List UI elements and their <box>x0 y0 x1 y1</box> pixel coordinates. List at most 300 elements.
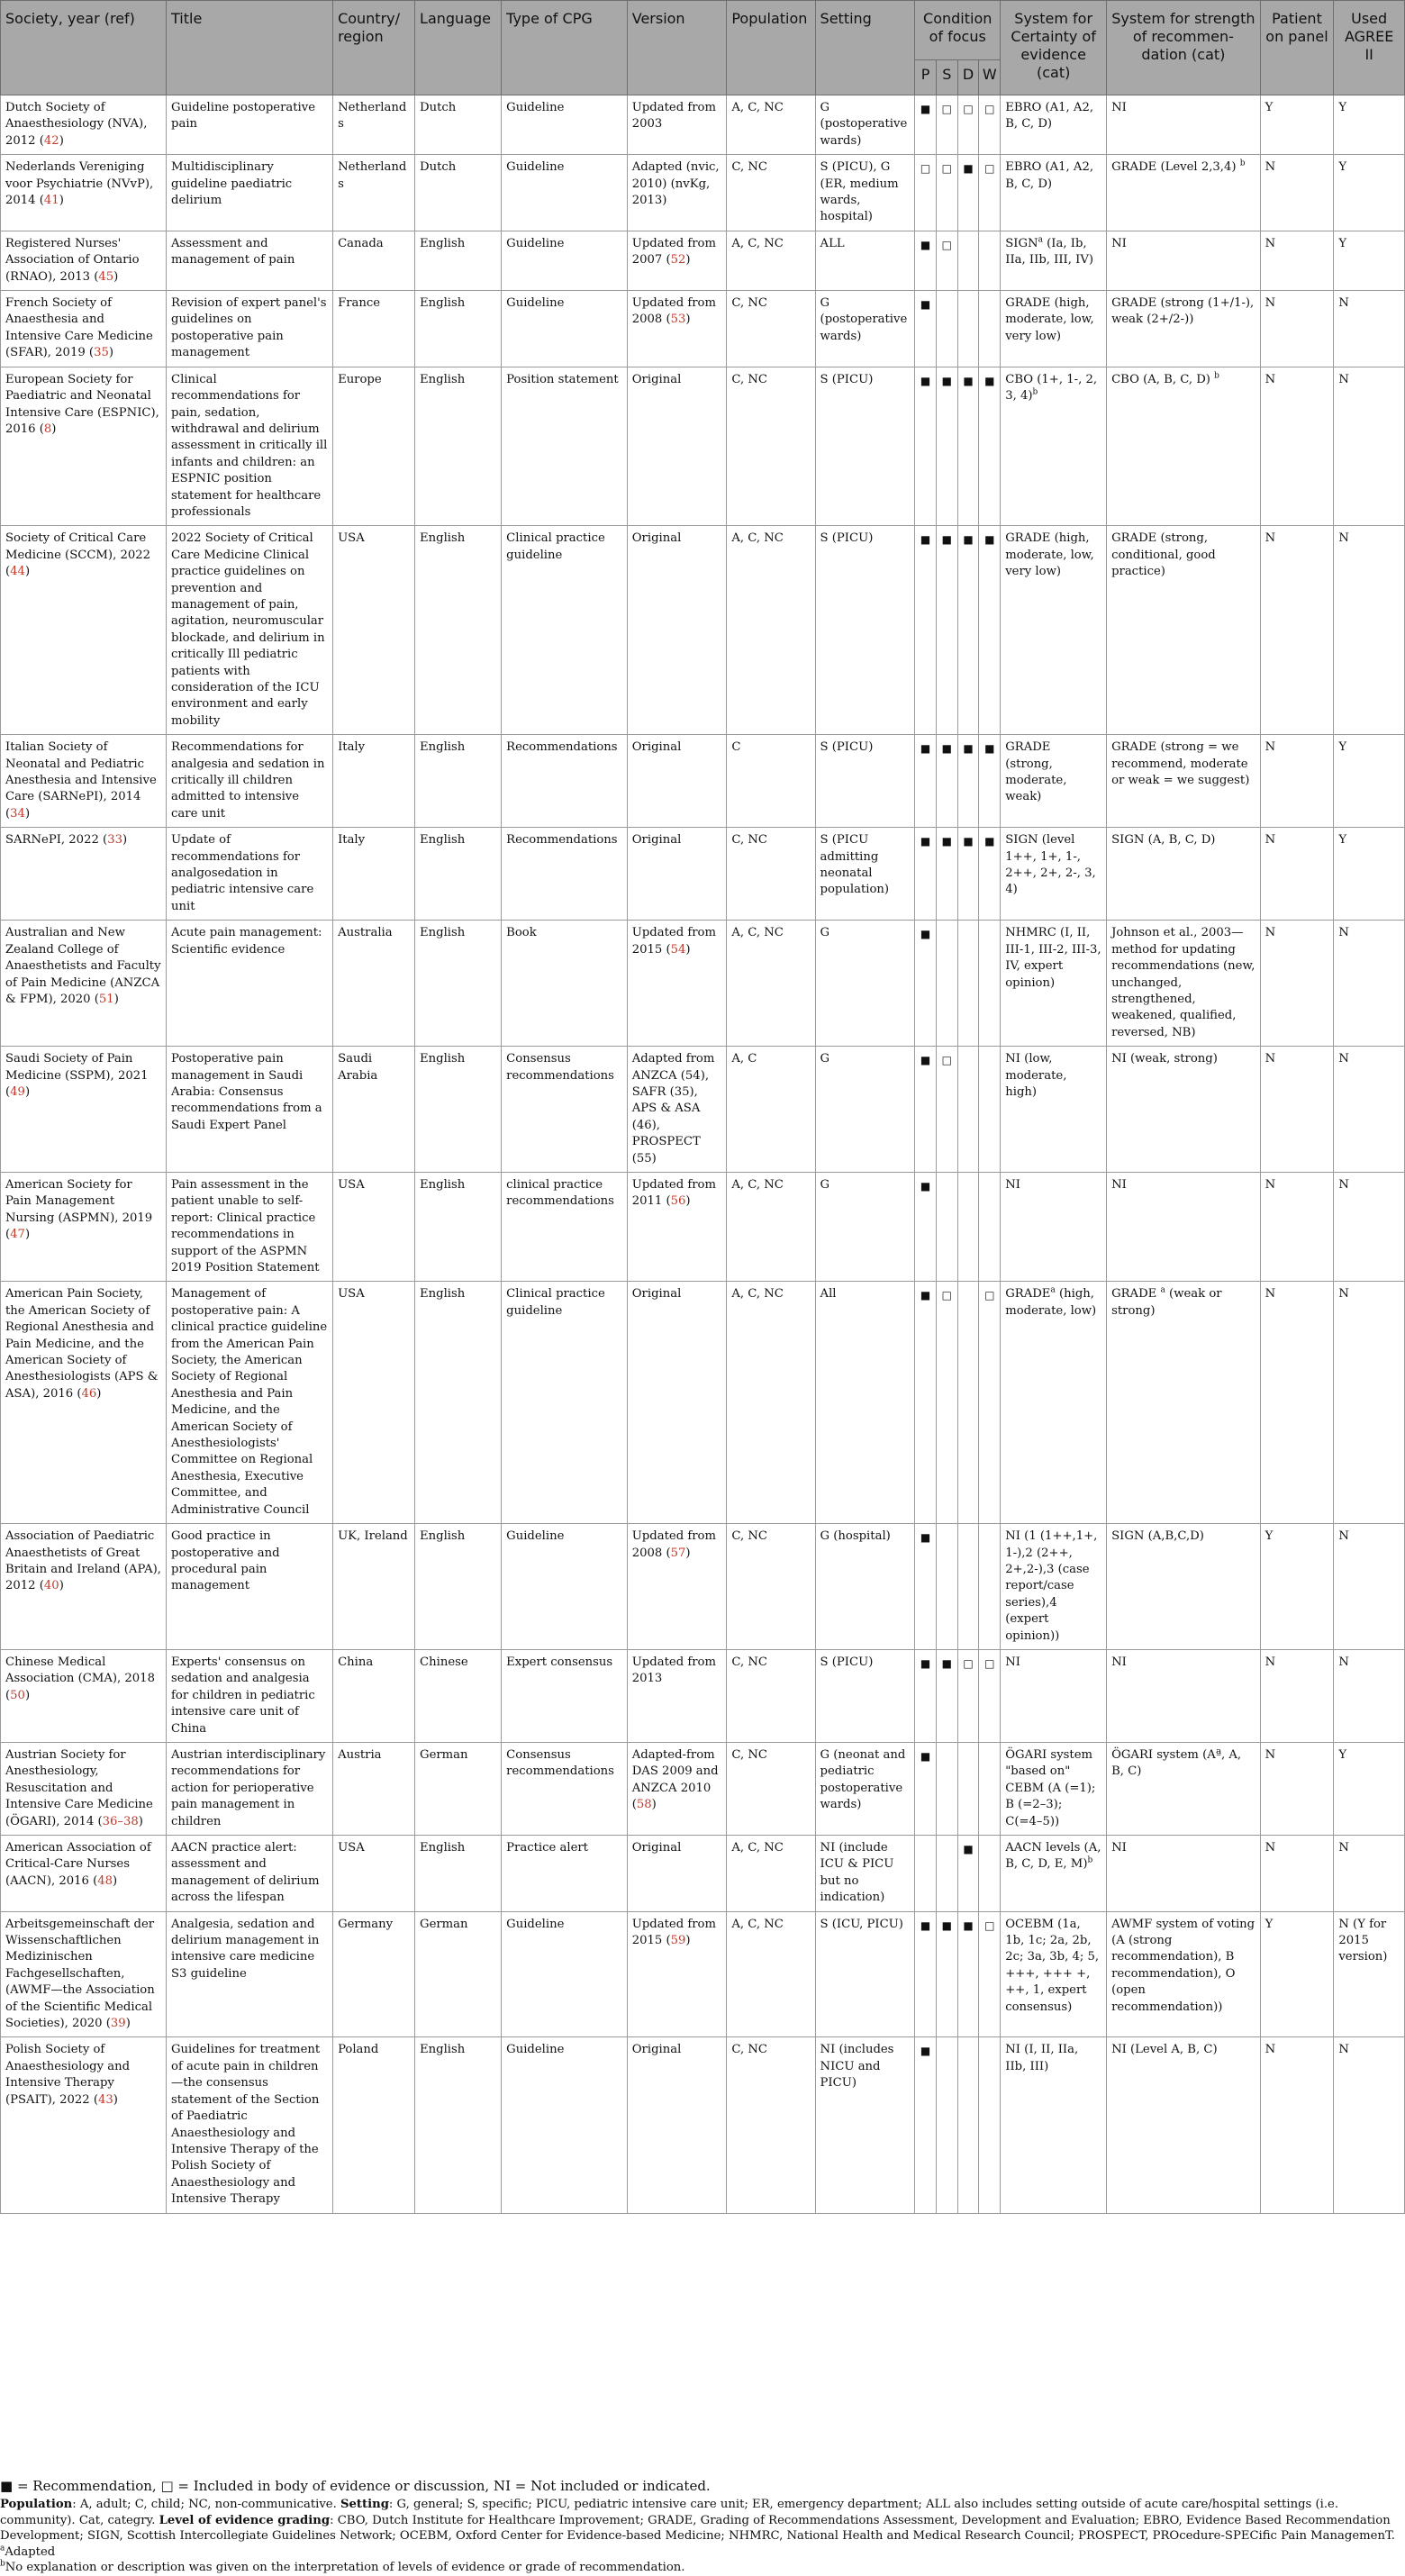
condition-p-mark: ■ <box>915 1911 937 2037</box>
patient-cell: N <box>1260 155 1334 231</box>
language-cell: English <box>415 1836 502 1912</box>
condition-s-mark: ■ <box>936 735 957 828</box>
condition-s-mark: ■ <box>936 367 957 526</box>
country-cell: Poland <box>333 2037 415 2213</box>
population-cell: C <box>727 735 815 828</box>
type-cell: Guideline <box>502 1524 628 1650</box>
country-cell: Netherlands <box>333 95 415 155</box>
type-cell: Position statement <box>502 367 628 526</box>
condition-s-mark: □ <box>936 155 957 231</box>
society-cell: Dutch Society of Anaesthesiology (NVA), 2012 (42) <box>1 95 167 155</box>
language-cell: English <box>415 1282 502 1524</box>
table-row <box>1 1047 1405 1173</box>
condition-p-mark: ■ <box>915 231 937 290</box>
condition-s-mark: □ <box>936 1047 957 1173</box>
title-cell: Good practice in postoperative and procedural pain management <box>167 1524 333 1650</box>
condition-p-mark: ■ <box>915 735 937 828</box>
society-cell: Chinese Medical Association (CMA), 2018 (50) <box>1 1649 167 1742</box>
language-cell: English <box>415 2037 502 2213</box>
society-cell: SARNePI, 2022 (33) <box>1 828 167 921</box>
setting-cell: S (PICU), G (ER, medium wards, hospital) <box>815 155 915 231</box>
country-cell: UK, Ireland <box>333 1524 415 1650</box>
certainty-cell: GRADE (strong, moderate, weak) <box>1001 735 1107 828</box>
certainty-cell: EBRO (A1, A2, B, C, D) <box>1001 95 1107 155</box>
condition-p-mark <box>915 1836 937 1912</box>
population-cell: A, C, NC <box>727 1282 815 1524</box>
country-cell: USA <box>333 1282 415 1524</box>
agree-cell: N <box>1334 1172 1405 1281</box>
condition-s-mark: □ <box>936 95 957 155</box>
agree-cell: N <box>1334 1649 1405 1742</box>
country-cell: Germany <box>333 1911 415 2037</box>
version-cell: Original <box>627 367 727 526</box>
table-row <box>1 2037 1405 2213</box>
footnote-b: $^b$No explanation or description was given on the interpretation of levels of evidence or grade of recommendation. <box>0 2559 685 2574</box>
agree-cell: N <box>1334 526 1405 735</box>
strength-cell: NI <box>1107 1836 1261 1912</box>
header-society: Society, year (ref) <box>1 1 167 95</box>
population-cell: A, C, NC <box>727 1836 815 1912</box>
population-cell: C, NC <box>727 2037 815 2213</box>
agree-cell: Y <box>1334 1742 1405 1835</box>
table-body <box>1 95 1405 2214</box>
language-cell: English <box>415 828 502 921</box>
population-cell: C, NC <box>727 1649 815 1742</box>
title-cell: Guideline postoperative pain <box>167 95 333 155</box>
title-cell: Clinical recommendations for pain, sedation, withdrawal and delirium assessment in critically ill infants and children: an ESPNIC position statement for healthcare professionals <box>167 367 333 526</box>
condition-s-mark <box>936 2037 957 2213</box>
condition-p-mark: ■ <box>915 526 937 735</box>
population-cell: A, C, NC <box>727 231 815 290</box>
header-strength: System for strength of recommen- dation (cat) <box>1107 1 1261 95</box>
agree-cell: Y <box>1334 231 1405 290</box>
condition-w-mark <box>979 1742 1001 1835</box>
condition-d-mark <box>957 921 979 1047</box>
header-version: Version <box>627 1 727 95</box>
setting-cell: S (PICU) <box>815 735 915 828</box>
strength-cell: ÖGARI system (Aª, A, B, C) <box>1107 1742 1261 1835</box>
agree-cell: Y <box>1334 155 1405 231</box>
type-cell: Clinical practice guideline <box>502 1282 628 1524</box>
country-cell: Europe <box>333 367 415 526</box>
strength-cell: NI <box>1107 1172 1261 1281</box>
type-cell: Consensus recommendations <box>502 1047 628 1173</box>
population-note: Population: A, adult; C, child; NC, non-communicative. Setting: G, general; S, specific; PICU, pediatric intensive care unit; ER, emergency department; ALL also includes setting outside of acute care/hospital settings (i.e. community). Cat, categry. Level of evidence grading: CBO, Dutch Institute for Healthcare Improvement; GRADE, Grading of Recommendations Assessment, Development and Evaluation; EBRO, Evidence Based Recommendation Development; SIGN, Scottish Intercollegiate Guidelines Network; OCEBM, Oxford Center for Evidence-based Medicine; NHMRC, National Health and Medical Research Council; PROSPECT, PROcedure-SPECific Pain ManagemenT. <box>0 2498 1395 2543</box>
condition-p-mark: ■ <box>915 921 937 1047</box>
table-row <box>1 1742 1405 1835</box>
country-cell: Netherlands <box>333 155 415 231</box>
type-cell: Guideline <box>502 1911 628 2037</box>
certainty-cell: NI (low, moderate, high) <box>1001 1047 1107 1173</box>
table-row <box>1 828 1405 921</box>
society-cell: Association of Paediatric Anaesthetists of Great Britain and Ireland (APA), 2012 (40) <box>1 1524 167 1650</box>
strength-cell: Johnson et al., 2003—method for updating recommendations (new, unchanged, strengthened, weakened, qualified, reversed, NB) <box>1107 921 1261 1047</box>
society-cell: European Society for Paediatric and Neonatal Intensive Care (ESPNIC), 2016 (8) <box>1 367 167 526</box>
type-cell: Recommendations <box>502 828 628 921</box>
language-cell: English <box>415 1524 502 1650</box>
condition-d-mark <box>957 291 979 367</box>
condition-d-mark: ■ <box>957 526 979 735</box>
patient-cell: N <box>1260 921 1334 1047</box>
language-cell: Chinese <box>415 1649 502 1742</box>
society-cell: Italian Society of Neonatal and Pediatric Anesthesia and Intensive Care (SARNePI), 2014 (34) <box>1 735 167 828</box>
certainty-cell: AACN levels (A, B, C, D, E, M)$^b$ <box>1001 1836 1107 1912</box>
population-cell: C, NC <box>727 155 815 231</box>
strength-cell: AWMF system of voting (A (strong recommendation), B recommendation), O (open recommendation)) <box>1107 1911 1261 2037</box>
agree-cell: N <box>1334 1524 1405 1650</box>
condition-p-mark: ■ <box>915 1649 937 1742</box>
version-cell: Original <box>627 828 727 921</box>
condition-p-mark: ■ <box>915 828 937 921</box>
version-cell: Adapted from ANZCA (54), SAFR (35), APS & ASA (46), PROSPECT (55) <box>627 1047 727 1173</box>
condition-p-mark: □ <box>915 155 937 231</box>
condition-p-mark: ■ <box>915 1172 937 1281</box>
condition-p-mark: ■ <box>915 1742 937 1835</box>
condition-w-mark <box>979 1047 1001 1173</box>
condition-d-mark: ■ <box>957 735 979 828</box>
condition-w-mark <box>979 291 1001 367</box>
strength-cell: NI <box>1107 231 1261 290</box>
condition-w-mark <box>979 2037 1001 2213</box>
version-cell: Updated from 2007 (52) <box>627 231 727 290</box>
condition-w-mark: □ <box>979 155 1001 231</box>
header-agree: Used AGREE II <box>1334 1 1405 95</box>
table-row <box>1 1524 1405 1650</box>
table-row <box>1 95 1405 155</box>
setting-cell: NI (includes NICU and PICU) <box>815 2037 915 2213</box>
patient-cell: N <box>1260 1649 1334 1742</box>
version-cell: Updated from 2013 <box>627 1649 727 1742</box>
country-cell: China <box>333 1649 415 1742</box>
certainty-cell: SIGN$^a$ (Ia, Ib, IIa, IIb, III, IV) <box>1001 231 1107 290</box>
strength-cell: NI (Level A, B, C) <box>1107 2037 1261 2213</box>
condition-d-mark <box>957 231 979 290</box>
patient-cell: N <box>1260 367 1334 526</box>
language-cell: German <box>415 1742 502 1835</box>
certainty-cell: SIGN (level 1++, 1+, 1-, 2++, 2+, 2-, 3, 4) <box>1001 828 1107 921</box>
version-cell: Updated from 2003 <box>627 95 727 155</box>
agree-cell: N <box>1334 1836 1405 1912</box>
strength-cell: GRADE (strong = we recommend, moderate or weak = we suggest) <box>1107 735 1261 828</box>
type-cell: clinical practice recommendations <box>502 1172 628 1281</box>
setting-cell: S (PICU) <box>815 526 915 735</box>
condition-p-mark: ■ <box>915 95 937 155</box>
condition-s-mark <box>936 1172 957 1281</box>
strength-cell: NI (weak, strong) <box>1107 1047 1261 1173</box>
title-cell: Pain assessment in the patient unable to self-report: Clinical practice recommendations in support of the ASPMN 2019 Position Statement <box>167 1172 333 1281</box>
population-cell: A, C, NC <box>727 95 815 155</box>
setting-cell: G <box>815 1047 915 1173</box>
condition-w-mark: ■ <box>979 526 1001 735</box>
certainty-cell: EBRO (A1, A2, B, C, D) <box>1001 155 1107 231</box>
table-row <box>1 155 1405 231</box>
country-cell: Australia <box>333 921 415 1047</box>
title-cell: Update of recommendations for analgosedation in pediatric intensive care unit <box>167 828 333 921</box>
certainty-cell: OCEBM (1a, 1b, 1c; 2a, 2b, 2c; 3a, 3b, 4; 5, +++, +++ +, ++, 1, expert consensus) <box>1001 1911 1107 2037</box>
setting-cell: G <box>815 921 915 1047</box>
type-cell: Guideline <box>502 291 628 367</box>
version-cell: Updated from 2008 (57) <box>627 1524 727 1650</box>
condition-s-mark: ■ <box>936 828 957 921</box>
language-cell: Dutch <box>415 155 502 231</box>
version-cell: Updated from 2011 (56) <box>627 1172 727 1281</box>
language-cell: English <box>415 526 502 735</box>
language-cell: English <box>415 291 502 367</box>
agree-cell: Y <box>1334 95 1405 155</box>
condition-w-mark <box>979 1524 1001 1650</box>
header-certainty: System for Certainty of evidence (cat) <box>1001 1 1107 95</box>
certainty-cell: NI <box>1001 1172 1107 1281</box>
condition-d-mark <box>957 1172 979 1281</box>
type-cell: Expert consensus <box>502 1649 628 1742</box>
condition-d-mark: □ <box>957 95 979 155</box>
condition-w-mark: □ <box>979 1649 1001 1742</box>
society-cell: Saudi Society of Pain Medicine (SSPM), 2021 (49) <box>1 1047 167 1173</box>
language-cell: German <box>415 1911 502 2037</box>
condition-w-mark <box>979 1836 1001 1912</box>
header-type: Type of CPG <box>502 1 628 95</box>
population-cell: C, NC <box>727 1742 815 1835</box>
header-patient: Patient on panel <box>1260 1 1334 95</box>
certainty-cell: ÖGARI system "based on" CEBM (A (=1); B (=2–3); C(=4–5)) <box>1001 1742 1107 1835</box>
type-cell: Clinical practice guideline <box>502 526 628 735</box>
patient-cell: N <box>1260 1172 1334 1281</box>
setting-cell: G (neonat and pediatric postoperative wards) <box>815 1742 915 1835</box>
patient-cell: N <box>1260 828 1334 921</box>
condition-d-mark <box>957 1524 979 1650</box>
society-cell: American Pain Society, the American Society of Regional Anesthesia and Pain Medicine, and the American Society of Anesthesiologists (APS & ASA), 2016 (46) <box>1 1282 167 1524</box>
strength-cell: GRADE (strong, conditional, good practice) <box>1107 526 1261 735</box>
language-cell: English <box>415 921 502 1047</box>
type-cell: Book <box>502 921 628 1047</box>
country-cell: Italy <box>333 828 415 921</box>
condition-s-mark: □ <box>936 231 957 290</box>
type-cell: Guideline <box>502 231 628 290</box>
country-cell: Italy <box>333 735 415 828</box>
type-cell: Guideline <box>502 95 628 155</box>
certainty-cell: CBO (1+, 1-, 2, 3, 4)$^b$ <box>1001 367 1107 526</box>
setting-cell: S (PICU) <box>815 367 915 526</box>
condition-d-mark <box>957 2037 979 2213</box>
patient-cell: Y <box>1260 1524 1334 1650</box>
header-condition: Condition of focus <box>915 1 1001 60</box>
population-cell: A, C, NC <box>727 1172 815 1281</box>
setting-cell: G <box>815 1172 915 1281</box>
type-cell: Recommendations <box>502 735 628 828</box>
setting-cell: G (postoperative wards) <box>815 95 915 155</box>
patient-cell: N <box>1260 2037 1334 2213</box>
title-cell: AACN practice alert: assessment and management of delirium across the lifespan <box>167 1836 333 1912</box>
version-cell: Adapted-from DAS 2009 and ANZCA 2010 (58) <box>627 1742 727 1835</box>
condition-s-mark: □ <box>936 1282 957 1524</box>
patient-cell: N <box>1260 1836 1334 1912</box>
version-cell: Original <box>627 735 727 828</box>
language-cell: English <box>415 231 502 290</box>
condition-w-mark: □ <box>979 1282 1001 1524</box>
certainty-cell: NI <box>1001 1649 1107 1742</box>
strength-cell: SIGN (A,B,C,D) <box>1107 1524 1261 1650</box>
setting-cell: All <box>815 1282 915 1524</box>
society-cell: Nederlands Vereniging voor Psychiatrie (NVvP), 2014 (41) <box>1 155 167 231</box>
strength-cell: SIGN (A, B, C, D) <box>1107 828 1261 921</box>
version-cell: Original <box>627 526 727 735</box>
version-cell: Original <box>627 1282 727 1524</box>
table-footnotes <box>0 2477 1400 2576</box>
patient-cell: N <box>1260 526 1334 735</box>
strength-cell: NI <box>1107 1649 1261 1742</box>
condition-d-mark: □ <box>957 1649 979 1742</box>
patient-cell: Y <box>1260 1911 1334 2037</box>
setting-cell: S (PICU admitting neonatal population) <box>815 828 915 921</box>
country-cell: Austria <box>333 1742 415 1835</box>
language-cell: English <box>415 735 502 828</box>
patient-cell: N <box>1260 291 1334 367</box>
patient-cell: N <box>1260 1047 1334 1173</box>
title-cell: Austrian interdisciplinary recommendations for action for perioperative pain management in children <box>167 1742 333 1835</box>
condition-s-mark <box>936 291 957 367</box>
condition-s-mark <box>936 921 957 1047</box>
condition-d-mark <box>957 1742 979 1835</box>
country-cell: USA <box>333 1836 415 1912</box>
condition-d-mark: ■ <box>957 155 979 231</box>
certainty-cell: NI (1 (1++,1+, 1-),2 (2++, 2+,2-),3 (case report/case series),4 (expert opinion)) <box>1001 1524 1107 1650</box>
table-row <box>1 1649 1405 1742</box>
language-cell: English <box>415 1172 502 1281</box>
society-cell: Registered Nurses' Association of Ontario (RNAO), 2013 (45) <box>1 231 167 290</box>
table-row <box>1 735 1405 828</box>
condition-s-mark <box>936 1524 957 1650</box>
patient-cell: N <box>1260 231 1334 290</box>
condition-d-mark: ■ <box>957 367 979 526</box>
header-language: Language <box>415 1 502 95</box>
agree-cell: N <box>1334 1047 1405 1173</box>
certainty-cell: NHMRC (I, II, III-1, III-2, III-3, IV, expert opinion) <box>1001 921 1107 1047</box>
header-title: Title <box>167 1 333 95</box>
title-cell: Acute pain management: Scientific evidence <box>167 921 333 1047</box>
footnote-a: $^a$Adapted <box>0 2544 56 2559</box>
country-cell: USA <box>333 526 415 735</box>
header-country: Country/ region <box>333 1 415 95</box>
condition-s-mark <box>936 1742 957 1835</box>
setting-cell: G (postoperative wards) <box>815 291 915 367</box>
population-cell: C, NC <box>727 367 815 526</box>
version-cell: Original <box>627 2037 727 2213</box>
type-cell: Guideline <box>502 155 628 231</box>
population-cell: C, NC <box>727 1524 815 1650</box>
agree-cell: N <box>1334 2037 1405 2213</box>
table-row <box>1 1282 1405 1524</box>
header-cond-p: P <box>915 60 937 95</box>
condition-w-mark: □ <box>979 1911 1001 2037</box>
country-cell: France <box>333 291 415 367</box>
condition-s-mark: ■ <box>936 526 957 735</box>
title-cell: Guidelines for treatment of acute pain in children—the consensus statement of the Section of Paediatric Anaesthesiology and Intensive Therapy of the Polish Society of Anaesthesiology and Intensive Therapy <box>167 2037 333 2213</box>
table-row <box>1 1911 1405 2037</box>
header-cond-d: D <box>957 60 979 95</box>
title-cell: Revision of expert panel's guidelines on postoperative pain management <box>167 291 333 367</box>
version-cell: Adapted (nvic, 2010) (nvKg, 2013) <box>627 155 727 231</box>
condition-s-mark: ■ <box>936 1911 957 2037</box>
condition-w-mark: □ <box>979 95 1001 155</box>
header-population: Population <box>727 1 815 95</box>
condition-p-mark: ■ <box>915 1047 937 1173</box>
agree-cell: N <box>1334 291 1405 367</box>
header-setting: Setting <box>815 1 915 95</box>
setting-cell: NI (include ICU & PICU but no indication) <box>815 1836 915 1912</box>
condition-s-mark <box>936 1836 957 1912</box>
certainty-cell: GRADE (high, moderate, low, very low) <box>1001 526 1107 735</box>
table-row <box>1 526 1405 735</box>
agree-cell: Y <box>1334 828 1405 921</box>
header-cond-w: W <box>979 60 1001 95</box>
version-cell: Updated from 2008 (53) <box>627 291 727 367</box>
setting-cell: ALL <box>815 231 915 290</box>
language-cell: Dutch <box>415 95 502 155</box>
condition-p-mark: ■ <box>915 1524 937 1650</box>
patient-cell: N <box>1260 1742 1334 1835</box>
population-cell: A, C, NC <box>727 1911 815 2037</box>
header-cond-s: S <box>936 60 957 95</box>
strength-cell: GRADE (Level 2,3,4) $^b$ <box>1107 155 1261 231</box>
certainty-cell: GRADE$^a$ (high, moderate, low) <box>1001 1282 1107 1524</box>
certainty-cell: GRADE (high, moderate, low, very low) <box>1001 291 1107 367</box>
patient-cell: N <box>1260 1282 1334 1524</box>
country-cell: Saudi Arabia <box>333 1047 415 1173</box>
condition-w-mark: ■ <box>979 735 1001 828</box>
condition-p-mark: ■ <box>915 1282 937 1524</box>
condition-d-mark <box>957 1047 979 1173</box>
condition-w-mark: ■ <box>979 367 1001 526</box>
table-row <box>1 1172 1405 1281</box>
country-cell: Canada <box>333 231 415 290</box>
setting-cell: S (PICU) <box>815 1649 915 1742</box>
society-cell: Society of Critical Care Medicine (SCCM), 2022 (44) <box>1 526 167 735</box>
symbol-legend: ■ = Recommendation, □ = Included in body of evidence or discussion, NI = Not included or indicated. <box>0 2478 711 2494</box>
society-cell: Austrian Society for Anesthesiology, Resuscitation and Intensive Care Medicine (ÖGARI), 2014 (36–38) <box>1 1742 167 1835</box>
society-cell: Polish Society of Anaesthesiology and Intensive Therapy (PSAIT), 2022 (43) <box>1 2037 167 2213</box>
setting-cell: S (ICU, PICU) <box>815 1911 915 2037</box>
patient-cell: N <box>1260 735 1334 828</box>
agree-cell: N <box>1334 921 1405 1047</box>
condition-w-mark <box>979 231 1001 290</box>
title-cell: 2022 Society of Critical Care Medicine Clinical practice guidelines on prevention and management of pain, agitation, neuromuscular blockade, and delirium in critically Ill pediatric patients with consideration of the ICU environment and early mobility <box>167 526 333 735</box>
table-row <box>1 921 1405 1047</box>
condition-s-mark: ■ <box>936 1649 957 1742</box>
strength-cell: GRADE $^a$ (weak or strong) <box>1107 1282 1261 1524</box>
country-cell: USA <box>333 1172 415 1281</box>
agree-cell: N (Y for 2015 version) <box>1334 1911 1405 2037</box>
condition-p-mark: ■ <box>915 367 937 526</box>
condition-p-mark: ■ <box>915 291 937 367</box>
title-cell: Experts' consensus on sedation and analgesia for children in pediatric intensive care unit of China <box>167 1649 333 1742</box>
strength-cell: NI <box>1107 95 1261 155</box>
type-cell: Practice alert <box>502 1836 628 1912</box>
population-cell: C, NC <box>727 291 815 367</box>
type-cell: Guideline <box>502 2037 628 2213</box>
society-cell: American Association of Critical-Care Nurses (AACN), 2016 (48) <box>1 1836 167 1912</box>
version-cell: Updated from 2015 (54) <box>627 921 727 1047</box>
table-row <box>1 231 1405 290</box>
agree-cell: N <box>1334 1282 1405 1524</box>
table-row <box>1 1836 1405 1912</box>
setting-cell: G (hospital) <box>815 1524 915 1650</box>
table-header <box>1 1 1405 95</box>
condition-d-mark: ■ <box>957 1911 979 2037</box>
title-cell: Management of postoperative pain: A clinical practice guideline from the American Pain Society, the American Society of Regional Anesthesia and Pain Medicine, and the American Society of Anesthesiologists' Committee on Regional Anesthesia, Executive Committee, and Administrative Council <box>167 1282 333 1524</box>
condition-w-mark: ■ <box>979 828 1001 921</box>
patient-cell: Y <box>1260 95 1334 155</box>
certainty-cell: NI (I, II, IIa, IIb, III) <box>1001 2037 1107 2213</box>
